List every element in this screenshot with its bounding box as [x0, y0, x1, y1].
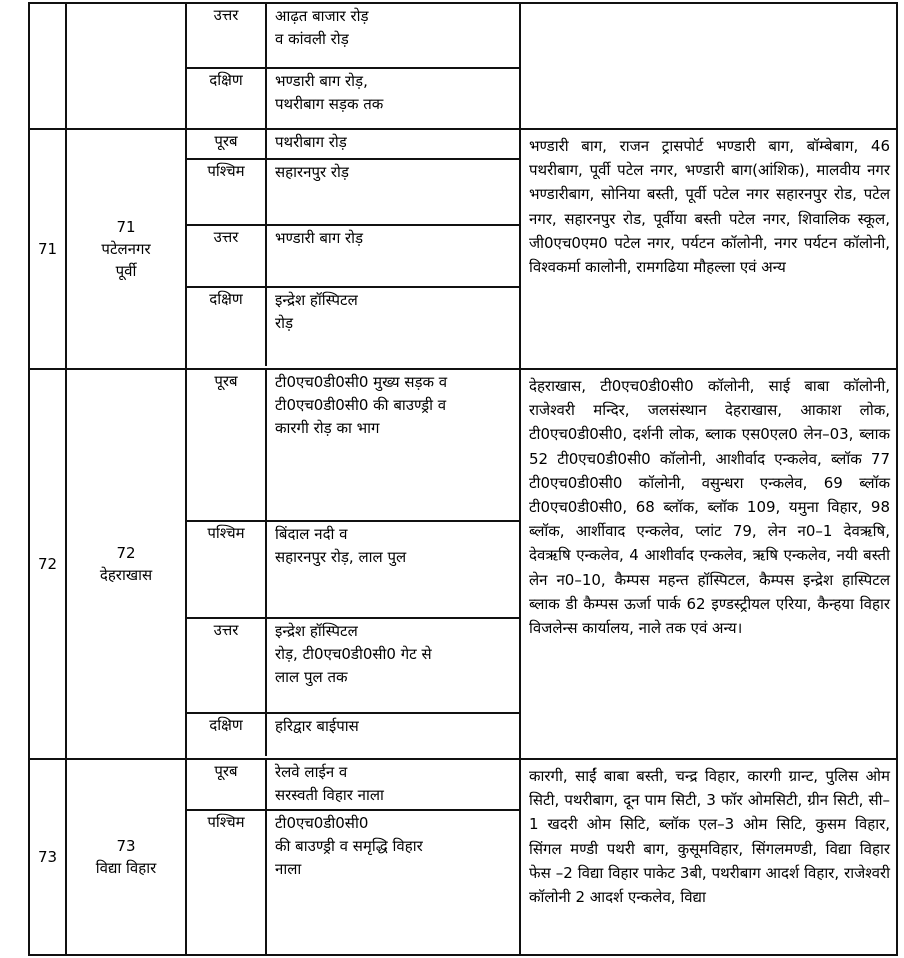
boundary-text [266, 370, 519, 521]
direction-label: दक्षिण [187, 287, 266, 366]
boundary-line: व कांवली रोड़ [275, 30, 349, 48]
boundary-line: सरस्वती विहार नाला [275, 786, 384, 804]
ward-name-cell [66, 3, 186, 129]
ward-name-number: 73 [116, 837, 136, 855]
boundary-line: टी0एच0डी0सी0 मुख्य सड़क व [275, 373, 448, 391]
direction-label: पूरब [187, 130, 266, 159]
boundary-cell [186, 3, 520, 129]
boundary-line: रोड़, टी0एच0डी0सी0 गेट से [275, 645, 432, 663]
ward-number-cell: 73 [29, 759, 66, 955]
boundary-text [266, 713, 519, 756]
table-row [29, 129, 897, 369]
boundary-row [187, 760, 519, 810]
boundary-line: सहारनपुर रोड़ [275, 163, 349, 181]
ward-name-number: 71 [116, 218, 136, 236]
direction-label: पश्चिम [187, 159, 266, 225]
boundary-row [187, 159, 519, 225]
boundary-line: सहारनपुर रोड़, लाल पुल [275, 548, 407, 566]
boundary-text [266, 760, 519, 810]
boundary-table [187, 4, 519, 128]
boundary-row [187, 810, 519, 954]
boundary-row [187, 130, 519, 159]
boundary-line: रेलवे लाईन व [275, 763, 348, 781]
boundary-line: लाल पुल तक [275, 668, 348, 686]
boundary-text [266, 287, 519, 366]
areas-text: कारगी, साईं बाबा बस्ती, चन्द्र विहार, कारगी ग्रान्ट, पुलिस ओम सिटी, पथरीबाग, दून पाम सिटी, 3 फॉर ओमसिटी, ग्रीन सिटी, सी–1 खदरी ओम सिटि, ब्लॉक एल–3 ओम सिटि, कुसम विहार, सिंगल मण्डी पथरी बाग, कुसूमविहार, सिंगलमण्डी, विद्या विहार फेस –2 विद्या विहार पाकेट 3बी, पथरीबाग आदर्श विहार, राजेश्वरी कॉलोनी 2 आदर्श एन्कलेव, विद्या [529, 767, 890, 907]
areas-cell [520, 759, 897, 955]
direction-label: उत्तर [187, 618, 266, 713]
boundary-line: कारगी रोड़ का भाग [275, 419, 380, 437]
boundary-line: पथरीबाग रोड़ [275, 133, 347, 151]
ward-name-line: विद्या विहार [95, 859, 157, 877]
boundary-cell [186, 129, 520, 369]
boundary-row [187, 287, 519, 366]
boundary-line: पथरीबाग सड़क तक [275, 95, 384, 113]
ward-name-line: पूर्वी [115, 262, 137, 280]
table-row [29, 3, 897, 129]
boundary-row [187, 713, 519, 756]
ward-number-cell [29, 3, 66, 129]
boundary-line: इन्द्रेश हॉस्पिटल [275, 291, 358, 309]
ward-name-cell [66, 759, 186, 955]
boundary-text [266, 810, 519, 954]
ward-number-cell: 71 [29, 129, 66, 369]
boundary-line: रोड़ [275, 314, 294, 332]
boundary-row [187, 521, 519, 618]
boundary-text [266, 159, 519, 225]
areas-cell [520, 129, 897, 369]
areas-cell [520, 369, 897, 759]
boundary-text [266, 68, 519, 128]
direction-label: पूरब [187, 370, 266, 521]
boundary-line: बिंदाल नदी व [275, 525, 348, 543]
direction-label: दक्षिण [187, 68, 266, 128]
boundary-line: टी0एच0डी0सी0 की बाउण्ड्री व [275, 396, 447, 414]
boundary-text [266, 130, 519, 159]
ward-name-cell [66, 369, 186, 759]
boundary-cell [186, 369, 520, 759]
boundary-cell [186, 759, 520, 955]
direction-label: पूरब [187, 760, 266, 810]
direction-label: पश्चिम [187, 521, 266, 618]
boundary-row [187, 68, 519, 128]
boundary-text [266, 4, 519, 68]
areas-text: भण्डारी बाग, राजन ट्रासपोर्ट भण्डारी बाग, बॉम्बेबाग, 46 पथरीबाग, पूर्वी पटेल नगर, भण्डारी बाग(आंशिक), मालवीय नगर भण्डारीबाग, सोनिया बस्ती, पूर्वी पटेल नगर सहारनपुर रोड, पटेल नगर, सहारनपुर रोड, पूर्वीया बस्ती पटेल नगर, शिवालिक स्कूल, जी0एच0एम0 पटेल नगर, पर्यटन कॉलोनी, नगर पर्यटन कॉलोनी, विश्वकर्मा कालोनी, रामगढिया मौहल्ला एवं अन्य [529, 137, 890, 277]
direction-label: पश्चिम [187, 810, 266, 954]
areas-cell [520, 3, 897, 129]
ward-boundary-table [28, 2, 898, 956]
ward-number-cell: 72 [29, 369, 66, 759]
table-row [29, 369, 897, 759]
boundary-text [266, 618, 519, 713]
boundary-text [266, 225, 519, 287]
boundary-line: इन्द्रेश हॉस्पिटल [275, 622, 358, 640]
direction-label: उत्तर [187, 4, 266, 68]
areas-text: देहराखास, टी0एच0डी0सी0 कॉलोनी, साई बाबा कॉलोनी, राजेश्वरी मन्दिर, जलसंस्थान देहराखास, आकाश लोक, टी0एच0डी0सी0, दर्शनी लोक, ब्लाक एस0एल0 लेन–03, ब्लाक 52 टी0एच0डी0सी0 कॉलोनी, आशीर्वाद एन्कलेव, ब्लॉक 77 टी0एच0डी0सी0 कॉलोनी, वसुन्धरा एन्कलेव, 69 ब्लॉक टी0एच0डी0सी0, 68 ब्लॉक, ब्लॉक 109, यमुना विहार, 98 ब्लॉक, आर्शीवाद एन्कलेव, प्लांट 79, लेन न0–1 देवऋषि, देवऋषि एन्कलेव, 4 आशीर्वाद एन्कलेव, ऋषि एन्कलेव, नयी बस्ती लेन न0–10, कैम्पस महन्त हॉस्पिटल, कैम्पस इन्द्रेश हास्पिटल ब्लाक डी कैम्पस ऊर्जा पार्क 62 इण्डस्ट्रीयल एरिया, कैन्हया विहार विजलेन्स कार्यालय, नाले तक एवं अन्य। [529, 377, 890, 638]
boundary-line: की बाउण्ड्री व समृद्धि विहार [275, 837, 423, 855]
boundary-table [187, 130, 519, 366]
direction-label: दक्षिण [187, 713, 266, 756]
ward-name-line: देहराखास [99, 566, 153, 584]
ward-name-cell [66, 129, 186, 369]
ward-name-number: 72 [116, 544, 136, 562]
ward-name-line: पटेलनगर [101, 240, 151, 258]
direction-label: उत्तर [187, 225, 266, 287]
boundary-line: भण्डारी बाग रोड़ [275, 229, 364, 247]
boundary-row [187, 4, 519, 68]
boundary-row [187, 618, 519, 713]
boundary-table [187, 760, 519, 954]
boundary-text [266, 521, 519, 618]
boundary-row [187, 225, 519, 287]
boundary-table [187, 370, 519, 756]
table-row [29, 759, 897, 955]
boundary-line: हरिद्वार बाईपास [275, 717, 359, 735]
boundary-line: टी0एच0डी0सी0 [275, 814, 369, 832]
boundary-line: आढ़त बाजार रोड़ [275, 7, 369, 25]
boundary-row [187, 370, 519, 521]
boundary-line: नाला [275, 860, 302, 878]
boundary-line: भण्डारी बाग रोड़, [275, 72, 368, 90]
